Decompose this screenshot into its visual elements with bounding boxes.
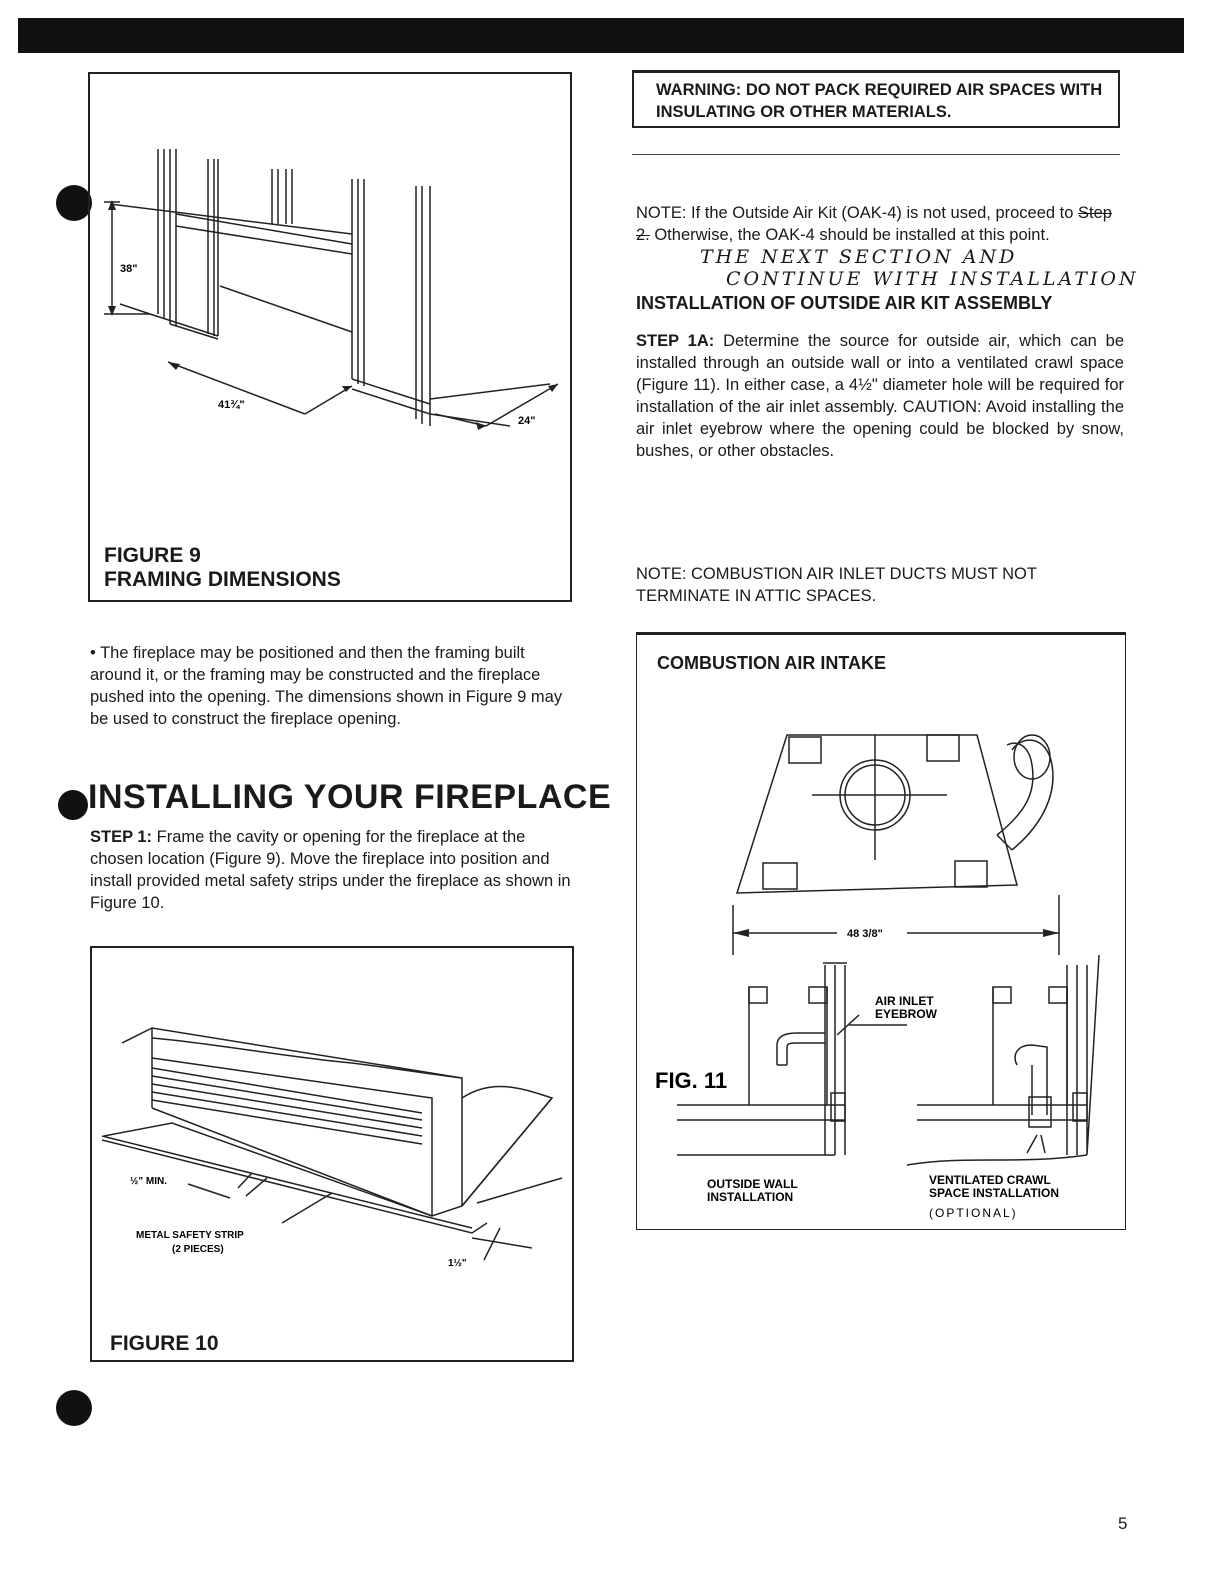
crawl-label-3: (OPTIONAL)	[929, 1206, 1018, 1220]
strip-label: METAL SAFETY STRIP	[136, 1230, 244, 1241]
page-number: 5	[1118, 1514, 1128, 1533]
strip-pieces: (2 PIECES)	[172, 1244, 224, 1255]
oak-note-a: NOTE: If the Outside Air Kit (OAK-4) is not used, proceed to	[636, 204, 1074, 222]
oak-note-strike: Step 2.	[636, 204, 1112, 244]
step-1a-label: STEP 1A:	[636, 332, 715, 350]
step-1-text: Frame the cavity or opening for the fireplace at the chosen location (Figure 9). Move the fireplace into position and install provided metal safety strips under the fireplace as shown in Figure 10.	[90, 828, 571, 912]
oak-note-b: Otherwise, the OAK-4 should be installed at this point.	[649, 226, 1050, 244]
figure-9-box	[88, 72, 572, 602]
oak-section-heading: INSTALLATION OF OUTSIDE AIR KIT ASSEMBLY	[636, 293, 1053, 313]
top-black-bar	[18, 18, 1184, 53]
handwritten-note-2: CONTINUE WITH INSTALLATION	[726, 268, 1139, 290]
step-1a-text: Determine the source for outside air, which can be installed through an outside wall or into a ventilated crawl space (Figure 11). In either case, a 4½" diameter hole will be required for installation of the air inlet assembly. CAUTION: Avoid installing the air inlet eyebrow where the opening could be blocked by snow, bushes, or other obstacles.	[636, 332, 1124, 460]
min-label: ½" MIN.	[130, 1176, 167, 1187]
installing-heading: INSTALLING YOUR FIREPLACE	[88, 778, 612, 816]
combustion-air-title: COMBUSTION AIR INTAKE	[657, 653, 886, 673]
divider	[632, 154, 1120, 155]
fig-11-label: FIG. 11	[655, 1068, 728, 1093]
handwritten-note-1: THE NEXT SECTION AND	[700, 246, 1018, 268]
figure-9-subtitle: FRAMING DIMENSIONS	[104, 568, 341, 591]
dim-41-3-4: 41¾"	[218, 399, 245, 411]
fireplace-positioning-paragraph: • The fireplace may be positioned and then the framing built around it, or the framing may be constructed and the fireplace pushed into the opening. The dimensions shown in Figure 9 may be used to construct the fireplace opening.	[90, 644, 563, 728]
air-intake-illustration	[637, 635, 1125, 1229]
warning-box	[632, 70, 1120, 128]
crawl-label-1: VENTILATED CRAWL	[929, 1173, 1051, 1187]
oak-note	[636, 202, 1124, 246]
safety-strip-illustration	[92, 948, 572, 1288]
step-1-paragraph	[90, 826, 574, 914]
air-inlet-label-1: AIR INLET	[875, 994, 934, 1008]
dim-24: 24"	[518, 415, 536, 427]
punch-hole-middle	[58, 790, 88, 820]
dim-38: 38"	[120, 263, 138, 275]
punch-hole-bottom	[56, 1390, 92, 1426]
dim-1-1-2: 1½"	[448, 1258, 467, 1269]
punch-hole-top	[56, 185, 92, 221]
crawl-label-2: SPACE INSTALLATION	[929, 1186, 1059, 1200]
attic-note: NOTE: COMBUSTION AIR INLET DUCTS MUST NOT TERMINATE IN ATTIC SPACES.	[636, 565, 1037, 605]
outside-wall-label-1: OUTSIDE WALL	[707, 1177, 798, 1191]
figure-10-title: FIGURE 10	[110, 1332, 219, 1355]
outside-wall-label-2: INSTALLATION	[707, 1190, 794, 1204]
figure-11-box	[636, 632, 1126, 1230]
air-inlet-label-2: EYEBROW	[875, 1007, 938, 1021]
figure-9-title: FIGURE 9	[104, 544, 201, 567]
framing-illustration	[90, 74, 570, 514]
warning-text: WARNING: DO NOT PACK REQUIRED AIR SPACES WITH INSULATING OR OTHER MATERIALS.	[656, 81, 1103, 121]
step-1-label: STEP 1:	[90, 828, 153, 846]
step-1a-paragraph	[636, 330, 1124, 462]
dim-48-3-8: 48 3/8"	[847, 928, 883, 940]
figure-10-box	[90, 946, 574, 1362]
